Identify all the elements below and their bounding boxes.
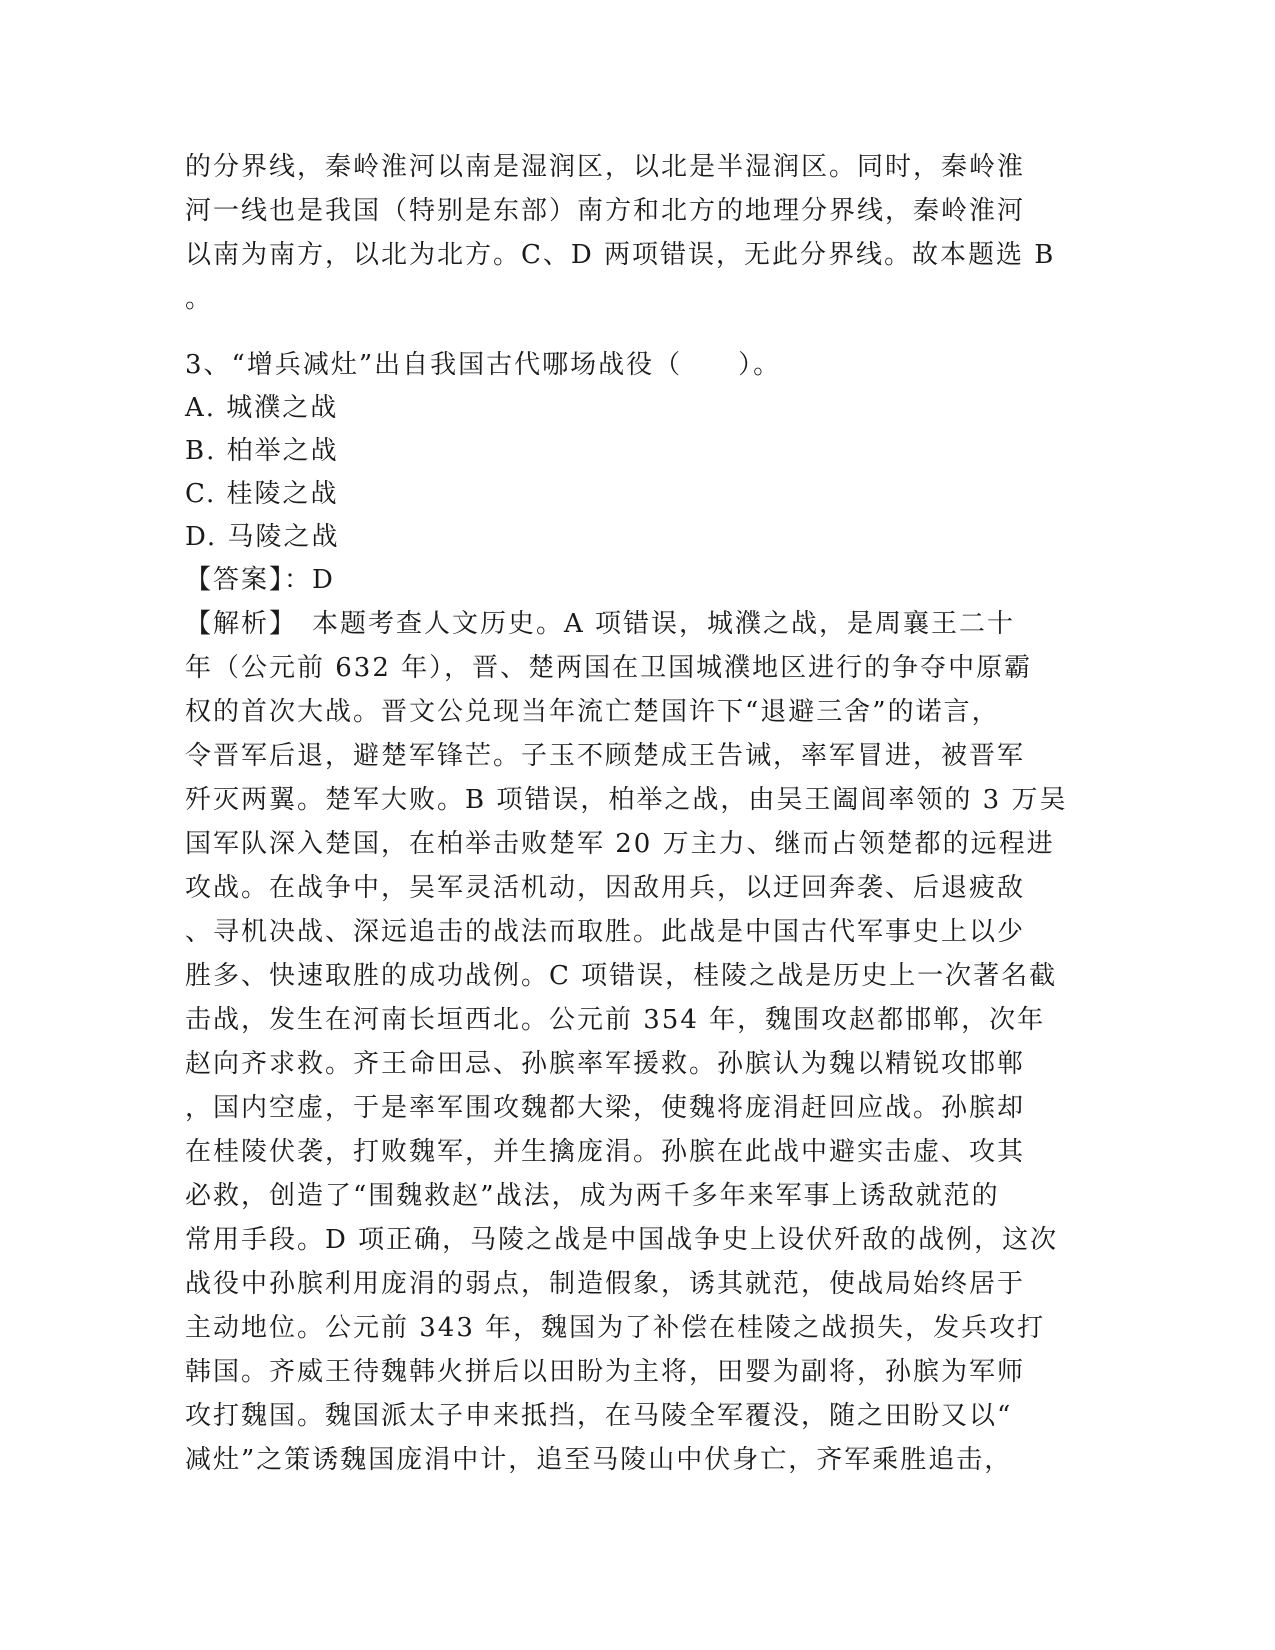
text-line: 以南为南方，以北为北方。C、D 两项错误，无此分界线。故本题选 B (185, 240, 1056, 270)
analysis-line: 击战，发生在河南长垣西北。公元前 354 年，魏围攻赵都邯郸，次年 (185, 1005, 1046, 1035)
spacer (185, 321, 1090, 343)
analysis-line: 国军队深入楚国，在柏举击败楚军 20 万主力、继而占领楚都的远程进 (185, 829, 1055, 859)
analysis-line: 韩国。齐威王待魏韩火拼后以田盼为主将，田婴为副将，孙膑为军师 (185, 1357, 1026, 1387)
text-line: 河一线也是我国（特别是东部）南方和北方的地理分界线，秦岭淮河 (185, 196, 1026, 226)
analysis-line: ，国内空虚，于是率军围攻魏都大梁，使魏将庞涓赶回应战。孙膑却 (185, 1093, 1026, 1123)
analysis-line: 减灶”之策诱魏国庞涓中计，追至马陵山中伏身亡，齐军乘胜追击， (185, 1445, 1013, 1475)
analysis-line: 、寻机决战、深远追击的战法而取胜。此战是中国古代军事史上以少 (185, 917, 1026, 947)
previous-explanation (185, 145, 1090, 321)
option-a: A. 城濮之战 (185, 393, 339, 423)
analysis-line: 攻打魏国。魏国派太子申来抵挡，在马陵全军覆没，随之田盼又以“ (185, 1401, 1013, 1431)
text-line: 。 (185, 284, 214, 314)
analysis-line: 年（公元前 632 年），晋、楚两国在卫国城濮地区进行的争夺中原霸 (185, 653, 1033, 683)
page-content (185, 145, 1090, 1482)
analysis-line: 战役中孙膑利用庞涓的弱点，制造假象，诱其就范，使战局始终居于 (185, 1269, 1026, 1299)
analysis-line: 必救，创造了“围魏救赵”战法，成为两千多年来军事上诱敌就范的 (185, 1181, 1000, 1211)
analysis-block (185, 602, 1090, 1482)
analysis-line: 常用手段。D 项正确，马陵之战是中国战争史上设伏歼敌的战例，这次 (185, 1225, 1059, 1255)
option-b: B. 柏举之战 (185, 436, 339, 466)
analysis-line: 胜多、快速取胜的成功战例。C 项错误，桂陵之战是历史上一次著名截 (185, 961, 1058, 991)
analysis-line: 赵向齐求救。齐王命田忌、孙膑率军援救。孙膑认为魏以精锐攻邯郸 (185, 1049, 1026, 1079)
answer-line: 【答案】：D (185, 565, 335, 595)
analysis-line: 主动地位。公元前 343 年，魏国为了补偿在桂陵之战损失，发兵攻打 (185, 1313, 1046, 1343)
analysis-line: 令晋军后退，避楚军锋芒。子玉不顾楚成王告诫，率军冒进，被晋军 (185, 741, 1026, 771)
analysis-line: 权的首次大战。晋文公兑现当年流亡楚国许下“退避三舍”的诺言， (185, 697, 1000, 727)
analysis-line: 攻战。在战争中，吴军灵活机动，因敌用兵，以迂回奔袭、后退疲敌 (185, 873, 1026, 903)
option-d: D. 马陵之战 (185, 522, 340, 552)
analysis-line: 在桂陵伏袭，打败魏军，并生擒庞涓。孙膑在此战中避实击虚、攻其 (185, 1137, 1026, 1167)
text-line: 的分界线，秦岭淮河以南是湿润区，以北是半湿润区。同时，秦岭淮 (185, 152, 1026, 182)
analysis-line: 歼灭两翼。楚军大败。B 项错误，柏举之战，由吴王阖闾率领的 3 万吴 (185, 785, 1068, 815)
question-stem: 3、“增兵减灶”出自我国古代哪场战役（ ）。 (185, 350, 782, 380)
analysis-line: 【解析】 本题考查人文历史。A 项错误，城濮之战，是周襄王二十 (185, 609, 1016, 639)
option-c: C. 桂陵之战 (185, 479, 339, 509)
question-block (185, 343, 1090, 1482)
